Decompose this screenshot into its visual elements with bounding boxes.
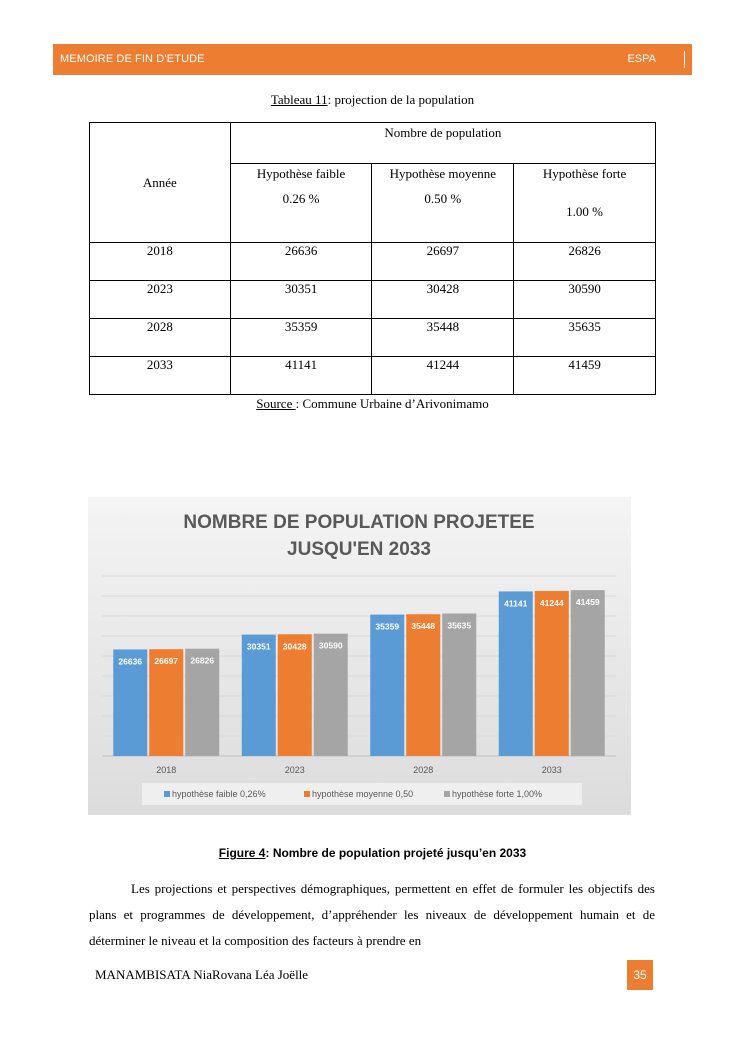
category-label: 2028 [413, 765, 434, 775]
header-school: ESPA [627, 53, 656, 65]
data-label: 35448 [411, 621, 436, 632]
bar-2028-s1 [406, 614, 440, 756]
figure-text: : Nombre de population projeté jusqu’en 2033 [265, 846, 527, 860]
page-header [53, 44, 692, 75]
bar-2033-s2 [571, 590, 605, 756]
header-hyp-faible: Hypothèse faible 0.26 % [230, 164, 372, 243]
bar-2023-s2 [314, 634, 348, 756]
data-label: 26697 [154, 656, 179, 667]
legend-label: hypothèse faible 0,26% [172, 789, 266, 799]
table-row: 2033 41141 41244 41459 [90, 357, 656, 395]
data-label: 30351 [246, 641, 271, 652]
data-label: 30428 [282, 641, 307, 652]
legend-label: hypothèse moyenne 0,50 [312, 789, 414, 799]
population-table [89, 122, 656, 395]
table-row: 2028 35359 35448 35635 [90, 319, 656, 357]
legend-swatch [164, 791, 170, 797]
header-divider [684, 51, 685, 68]
header-year: Année [90, 123, 231, 243]
figure-label: Figure 4 [218, 846, 266, 860]
chart-title-line2: JUSQU'EN 2033 [287, 539, 431, 560]
figure-caption [0, 846, 745, 860]
page-number: 35 [627, 960, 653, 990]
data-label: 35635 [447, 620, 472, 631]
category-label: 2023 [284, 765, 305, 775]
data-label: 35359 [375, 621, 400, 632]
table-source [0, 396, 745, 412]
legend-swatch [444, 791, 450, 797]
source-label: Source [256, 396, 296, 411]
table-caption-text: : projection de la population [327, 92, 475, 107]
bar-2023-s1 [278, 634, 312, 756]
table-row: 2023 30351 30428 30590 [90, 281, 656, 319]
chart-svg [88, 497, 631, 815]
category-label: 2033 [541, 765, 562, 775]
legend-swatch [304, 791, 310, 797]
header-hyp-moyenne: Hypothèse moyenne 0.50 % [372, 164, 514, 243]
data-label: 26826 [190, 655, 215, 666]
bar-2028-s0 [370, 615, 404, 756]
population-chart [88, 497, 631, 815]
data-label: 26636 [118, 656, 143, 667]
bar-2028-s2 [442, 613, 476, 756]
body-paragraph: Les projections et perspectives démographiques, permettent en effet de formuler les objectifs des plans et programmes de développement, d’appréhender les niveaux de développement humain et de déterminer le niveau et la composition des facteurs à prendre en [89, 881, 655, 948]
header-hyp-forte: Hypothèse forte 1.00 % [514, 164, 656, 243]
chart-title-line1: NOMBRE DE POPULATION PROJETEE [183, 512, 535, 533]
bar-2023-s0 [242, 635, 276, 756]
data-label: 30590 [318, 640, 343, 651]
category-label: 2018 [156, 765, 177, 775]
header-group: Nombre de population [230, 123, 655, 164]
legend-label: hypothèse forte 1,00% [452, 789, 543, 799]
bar-2033-s1 [535, 591, 569, 756]
data-label: 41244 [539, 598, 564, 609]
table-caption [0, 92, 745, 108]
bar-2033-s0 [499, 591, 533, 756]
data-label: 41459 [575, 597, 600, 608]
table-row: 2018 26636 26697 26826 [90, 243, 656, 281]
data-label: 41141 [504, 598, 528, 609]
source-text: : Commune Urbaine d’Arivonimamo [295, 396, 489, 411]
header-title: MEMOIRE DE FIN D’ETUDE [60, 53, 205, 65]
footer-author: MANAMBISATA NiaRovana Léa Joëlle [95, 967, 309, 982]
table-caption-label: Tableau 11 [270, 92, 328, 107]
